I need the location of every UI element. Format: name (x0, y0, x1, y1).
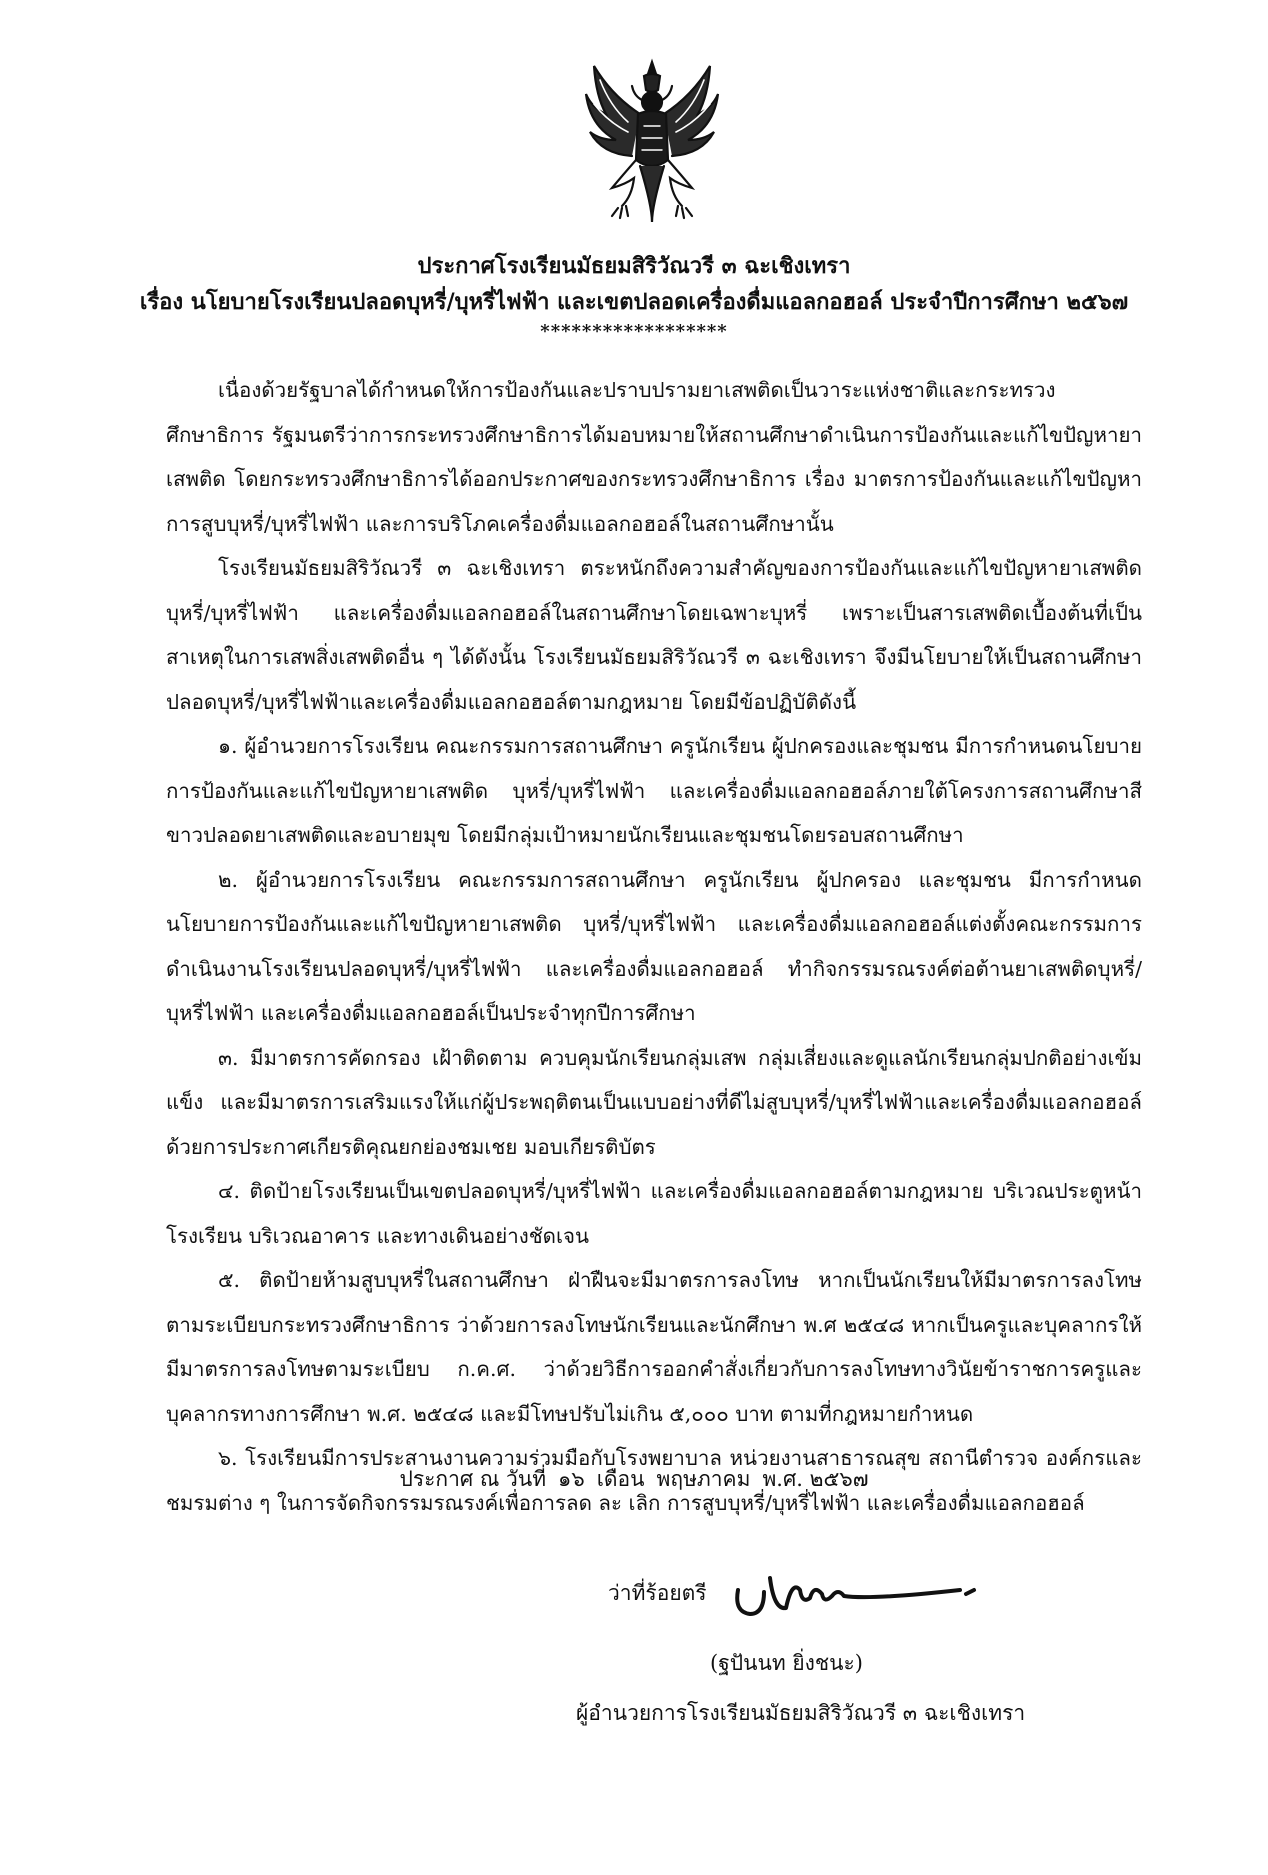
policy-item-5: ๕. ติดป้ายห้ามสูบบุหรี่ในสถานศึกษา ฝ่าฝืนจะมีมาตรการลงโทษ หากเป็นนักเรียนให้มีมาตรการลงโทษตามระเบียบกระทรวงศึกษาธิการ ว่าด้วยการลงโทษนักเรียนและนักศึกษา พ.ศ ๒๕๔๘ หากเป็นครูและบุคลากรให้มีมาตรการลงโทษตามระเบียบ ก.ค.ศ. ว่าด้วยวิธีการออกคำสั่งเกี่ยวกับการลงโทษทางวินัยข้าราชการครูและบุคลากรทางการศึกษา พ.ศ. ๒๕๔๘ และมีโทษปรับไม่เกิน ๕,๐๐๐ บาท ตามที่กฎหมายกำหนด (166, 1268, 1142, 1426)
signature-block (560, 1560, 1120, 1820)
document-body (166, 368, 1142, 1525)
date-month: พฤษภาคม (656, 1467, 751, 1491)
announcement-title: ประกาศโรงเรียนมัธยมสิริวัณวรี ๓ ฉะเชิงเทรา (417, 253, 851, 279)
document-heading (0, 248, 1268, 344)
paragraph-policy-statement: โรงเรียนมัธยมสิริวัณวรี ๓ ฉะเชิงเทรา ตระหนักถึงความสำคัญของการป้องกันและแก้ไขปัญหายาเสพติด บุหรี่/บุหรี่ไฟฟ้า และเครื่องดื่มแอลกอฮอล์ในสถานศึกษาโดยเฉพาะบุหรี่ เพราะเป็นสารเสพติดเบื้องต้นที่เป็นสาเหตุในการเสพสิ่งเสพติดอื่น ๆ ได้ดังนั้น โรงเรียนมัธยมสิริวัณวรี ๓ ฉะเชิงเทรา จึงมีนโยบายให้เป็นสถานศึกษาปลอดบุหรี่/บุหรี่ไฟฟ้าและเครื่องดื่มแอลกอฮอล์ตามกฎหมาย โดยมีข้อปฏิบัติดังนี้ (166, 556, 1142, 714)
date-year: พ.ศ. ๒๕๖๗ (762, 1467, 869, 1491)
announcement-date (0, 1464, 1268, 1494)
policy-item-4: ๔. ติดป้ายโรงเรียนเป็นเขตปลอดบุหรี่/บุหรี่ไฟฟ้า และเครื่องดื่มแอลกอฮอล์ตามกฎหมาย บริเวณประตูหน้าโรงเรียน บริเวณอาคาร และทางเดินอย่างชัดเจน (166, 1179, 1142, 1248)
signer-position: ผู้อำนวยการโรงเรียนมัธยมสิริวัณวรี ๓ ฉะเชิงเทรา (576, 1701, 1026, 1725)
policy-item-3: ๓. มีมาตรการคัดกรอง เฝ้าติดตาม ควบคุมนักเรียนกลุ่มเสพ กลุ่มเสี่ยงและดูแลนักเรียนกลุ่มปกติอย่างเข้มแข็ง และมีมาตรการเสริมแรงให้แก่ผู้ประพฤติตนเป็นแบบอย่างที่ดีไม่สูบบุหรี่/บุหรี่ไฟฟ้าและเครื่องดื่มแอลกอฮอล์ด้วยการประกาศเกียรติคุณยกย่องชมเชย มอบเกียรติบัตร (166, 1045, 1142, 1159)
paragraph-intro: เนื่องด้วยรัฐบาลได้กำหนดให้การป้องกันและปราบปรามยาเสพติดเป็นวาระแห่งชาติและกระทรวงศึกษาธิการ รัฐมนตรีว่าการกระทรวงศึกษาธิการได้มอบหมายให้สถานศึกษาดำเนินการป้องกันและแก้ไขปัญหายาเสพติด โดยกระทรวงศึกษาธิการได้ออกประกาศของกระทรวงศึกษาธิการ เรื่อง มาตรการป้องกันและแก้ไขปัญหาการสูบบุหรี่/บุหรี่ไฟฟ้า และการบริโภคเครื่องดื่มแอลกอฮอล์ในสถานศึกษานั้น (166, 378, 1142, 536)
handwritten-signature-icon (730, 1560, 980, 1630)
policy-item-2: ๒. ผู้อำนวยการโรงเรียน คณะกรรมการสถานศึกษา ครูนักเรียน ผู้ปกครอง และชุมชน มีการกำหนดนโยบายการป้องกันและแก้ไขปัญหายาเสพติด บุหรี่/บุหรี่ไฟฟ้า และเครื่องดื่มแอลกอฮอล์แต่งตั้งคณะกรรมการดำเนินงานโรงเรียนปลอดบุหรี่/บุหรี่ไฟฟ้า และเครื่องดื่มแอลกอฮอล์ ทำกิจกรรมรณรงค์ต่อต้านยาเสพติดบุหรี่/บุหรี่ไฟฟ้า และเครื่องดื่มแอลกอฮอล์เป็นประจำทุกปีการศึกษา (166, 867, 1142, 1025)
garuda-emblem-icon (582, 56, 722, 228)
policy-item-1: ๑. ผู้อำนวยการโรงเรียน คณะกรรมการสถานศึกษา ครูนักเรียน ผู้ปกครองและชุมชน มีการกำหนดนโยบายการป้องกันและแก้ไขปัญหายาเสพติด บุหรี่/บุหรี่ไฟฟ้า และเครื่องดื่มแอลกอฮอล์ภายใต้โครงการสถานศึกษาสีขาวปลอดยาเสพติดและอบายมุข โดยมีกลุ่มเป้าหมายนักเรียนและชุมชนโดยรอบสถานศึกษา (166, 734, 1142, 847)
signer-name: (ฐปันนท ยิ่งชนะ) (710, 1651, 863, 1675)
policy-item-6: ๖. โรงเรียนมีการประสานงานความร่วมมือกับโรงพยาบาล หน่วยงานสาธารณสุข สถานีตำรวจ องค์กรและชมรมต่าง ๆ ในการจัดกิจกรรมรณรงค์เพื่อการลด ละ เลิก การสูบบุหรี่/บุหรี่ไฟฟ้า และเครื่องดื่มแอลกอฮอล์ (166, 1446, 1142, 1515)
separator-stars: ****************** (540, 321, 728, 342)
signer-rank: ว่าที่ร้อยตรี (608, 1581, 707, 1605)
date-day: ๑๖ (558, 1467, 585, 1491)
announcement-subject: เรื่อง นโยบายโรงเรียนปลอดบุหรี่/บุหรี่ไฟฟ้า และเขตปลอดเครื่องดื่มแอลกอฮอล์ ประจำปีการศึกษา ๒๕๖๗ (139, 289, 1129, 315)
date-month-label: เดือน (596, 1467, 645, 1491)
date-announce-label: ประกาศ ณ วันที่ (399, 1467, 547, 1491)
